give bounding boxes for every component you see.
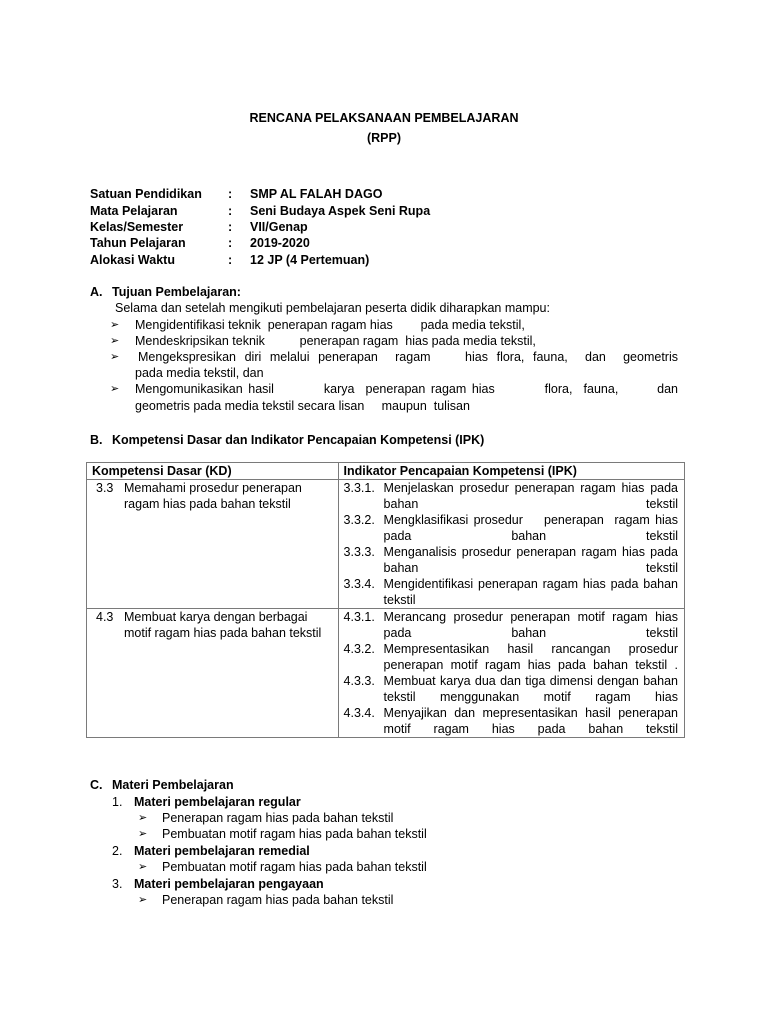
arrow-bullet-icon: ➢: [110, 335, 120, 347]
materi-title: Materi pembelajaran pengayaan: [134, 877, 324, 891]
section-a-heading: [90, 284, 241, 300]
ipk-text: Menyajikan dan mepresentasikan hasil penerapan motif ragam hias pada bahan tekstil: [383, 706, 678, 736]
identity-separator: :: [228, 204, 233, 218]
arrow-bullet-icon: ➢: [110, 319, 120, 331]
kd-text: Membuat karya dengan berbagai motif ragam hias pada bahan tekstil: [124, 610, 322, 640]
materi-title: Materi pembelajaran regular: [134, 795, 301, 809]
kd-cell: [87, 480, 339, 609]
table-row: [87, 609, 685, 738]
arrow-bullet-icon: ➢: [138, 894, 148, 906]
ipk-item: [339, 512, 684, 544]
identity-row-subject: [90, 203, 690, 219]
competency-table: [86, 462, 685, 738]
document-title: RENCANA PELAKSANAAN PEMBELAJARAN: [249, 111, 519, 125]
ipk-item: [339, 480, 684, 512]
ipk-text: Membuat karya dua dan tiga dimensi dengan bahan tekstil menggunakan motif ragam hias: [383, 674, 678, 704]
kd-text: Memahami prosedur penerapan ragam hias pada bahan tekstil: [124, 481, 302, 511]
materi-title: Materi pembelajaran remedial: [134, 844, 310, 858]
ipk-cell: [338, 609, 684, 738]
list-item-text: Mendeskripsikan teknik penerapan ragam hias pada media tekstil,: [135, 334, 536, 348]
list-item-text-continuation: geometris pada media tekstil secara lisan maupun tulisan: [135, 399, 470, 413]
ipk-number: 4.3.4.: [343, 706, 375, 720]
identity-label: Kelas/Semester: [90, 220, 184, 234]
ipk-number: 3.3.3.: [343, 545, 375, 559]
identity-row-year: [90, 235, 690, 251]
list-item: [110, 349, 678, 381]
ipk-number: 4.3.1.: [343, 610, 375, 624]
identity-label: Tahun Pelajaran: [90, 236, 186, 250]
list-item-text: Mengekspresikan diri melalui penerapan ragam hias flora, fauna, dan geometris: [138, 350, 678, 364]
identity-value: Seni Budaya Aspek Seni Rupa: [250, 204, 431, 218]
kd-cell: [87, 609, 339, 738]
identity-row-class: [90, 219, 690, 235]
ipk-item: [339, 609, 684, 641]
ipk-item: [339, 673, 684, 705]
section-title: Materi Pembelajaran: [112, 778, 234, 792]
list-item-text: Pembuatan motif ragam hias pada bahan tekstil: [162, 860, 427, 874]
identity-row-time: [90, 252, 690, 268]
ipk-number: 3.3.4.: [343, 577, 375, 591]
column-header-ipk: Indikator Pencapaian Kompetensi (IPK): [338, 463, 684, 480]
ipk-item: [339, 576, 684, 608]
ipk-item: [339, 544, 684, 576]
list-item-text: Penerapan ragam hias pada bahan tekstil: [162, 811, 394, 825]
ipk-number: 3.3.1.: [343, 481, 375, 495]
ipk-text: Mengidentifikasi penerapan ragam hias pada bahan tekstil: [383, 577, 678, 607]
identity-value: SMP AL FALAH DAGO: [250, 187, 383, 201]
identity-value: VII/Genap: [250, 220, 308, 234]
section-a-intro: Selama dan setelah mengikuti pembelajaran peserta didik diharapkan mampu:: [115, 301, 550, 315]
ipk-text: Menganalisis prosedur penerapan ragam hias pada bahan tekstil: [383, 545, 678, 575]
list-item: [110, 333, 678, 349]
ipk-text: Menjelaskan prosedur penerapan ragam hias pada bahan tekstil: [383, 481, 678, 511]
identity-separator: :: [228, 220, 233, 234]
identity-separator: :: [228, 253, 233, 267]
kd-number: 4.3: [96, 610, 114, 624]
ipk-number: 3.3.2.: [343, 513, 375, 527]
ipk-item: [339, 705, 684, 737]
identity-label: Satuan Pendidikan: [90, 187, 202, 201]
list-item-text-continuation: pada media tekstil, dan: [135, 366, 264, 380]
ipk-cell: [338, 480, 684, 609]
document-subtitle: (RPP): [366, 131, 402, 145]
section-letter: C.: [90, 778, 103, 792]
table-row: [87, 480, 685, 609]
identity-label: Mata Pelajaran: [90, 204, 178, 218]
materi-number: 1.: [112, 795, 123, 809]
arrow-bullet-icon: ➢: [110, 351, 120, 363]
kd-number: 3.3: [96, 481, 114, 495]
section-c-heading: [90, 777, 234, 793]
identity-row-school: [90, 186, 690, 202]
ipk-text: Mempresentasikan hasil rancangan prosedur penerapan motif ragam hias pada bahan tekstil .: [383, 642, 678, 672]
identity-label: Alokasi Waktu: [90, 253, 175, 267]
identity-value: 12 JP (4 Pertemuan): [250, 253, 370, 267]
ipk-number: 4.3.2.: [343, 642, 375, 656]
list-item-text: Penerapan ragam hias pada bahan tekstil: [162, 893, 394, 907]
ipk-number: 4.3.3.: [343, 674, 375, 688]
ipk-text: Mengklasifikasi prosedur penerapan ragam hias pada bahan tekstil: [383, 513, 682, 543]
arrow-bullet-icon: ➢: [138, 812, 148, 824]
section-letter: B.: [90, 433, 103, 447]
section-title: Kompetensi Dasar dan Indikator Pencapaian Kompetensi (IPK): [112, 433, 485, 447]
section-b-heading: [90, 432, 484, 448]
list-item: [110, 317, 678, 333]
materi-number: 2.: [112, 844, 123, 858]
section-letter: A.: [90, 285, 103, 299]
list-item-text: Mengidentifikasi teknik penerapan ragam hias pada media tekstil,: [135, 318, 525, 332]
materi-number: 3.: [112, 877, 123, 891]
ipk-item: [339, 641, 684, 673]
ipk-text: Merancang prosedur penerapan motif ragam hias pada bahan tekstil: [383, 610, 678, 640]
section-title: Tujuan Pembelajaran:: [112, 285, 241, 299]
column-header-kd: Kompetensi Dasar (KD): [87, 463, 339, 480]
list-item-text: Mengomunikasikan hasil karya penerapan ragam hias flora, fauna, dan: [135, 382, 678, 396]
table-header-row: [87, 463, 685, 480]
list-item-text: Pembuatan motif ragam hias pada bahan tekstil: [162, 827, 427, 841]
arrow-bullet-icon: ➢: [138, 861, 148, 873]
arrow-bullet-icon: ➢: [138, 828, 148, 840]
arrow-bullet-icon: ➢: [110, 383, 120, 395]
identity-separator: :: [228, 236, 233, 250]
list-item: [110, 381, 678, 413]
identity-value: 2019-2020: [250, 236, 310, 250]
identity-separator: :: [228, 187, 233, 201]
